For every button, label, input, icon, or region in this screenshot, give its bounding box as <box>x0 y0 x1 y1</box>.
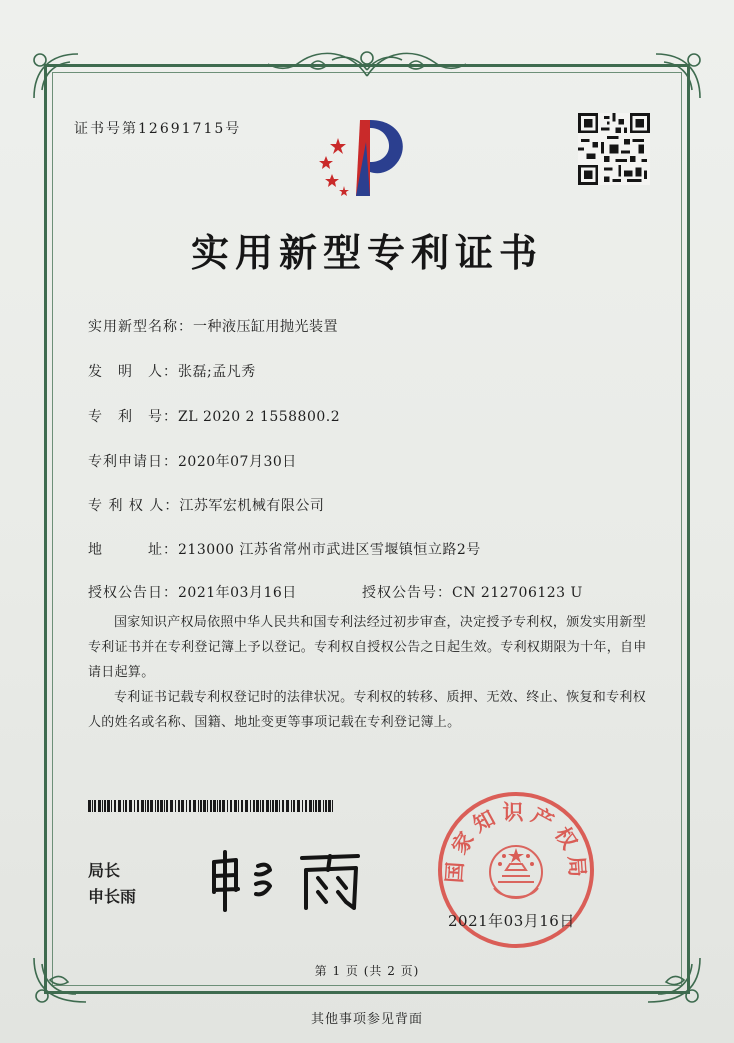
field-value: 张磊;孟凡秀 <box>178 364 256 380</box>
seal-text: 国家知识产权局 <box>442 800 590 884</box>
field-label: 地 址： <box>88 542 178 558</box>
field-address <box>88 539 481 559</box>
director-signature <box>206 848 376 918</box>
corner-ornament-top-left <box>26 46 86 106</box>
corner-ornament-bottom-left <box>26 950 96 1010</box>
field-patent-number <box>88 406 340 426</box>
corner-ornament-bottom-right <box>638 950 708 1010</box>
field-value: 一种液压缸用抛光装置 <box>193 319 338 335</box>
field-filing-date <box>88 451 297 471</box>
field-value: ZL 2020 2 1558800.2 <box>178 409 341 425</box>
grant-statement-paragraph: 国家知识产权局依照中华人民共和国专利法经过初步审查，决定授予专利权，颁发实用新型专利证书并在专利登记簿上予以登记。专利权自授权公告之日起生效。专利权期限为十年，自申请日起算。 <box>88 615 647 680</box>
field-value: 2021年03月16日 <box>178 585 297 601</box>
field-label: 专 利 号： <box>88 409 178 425</box>
back-note: 其他事项参见背面 <box>310 1012 423 1027</box>
field-value: CN 212706123 U <box>452 585 583 601</box>
certificate-title: 实用新型专利证书 <box>190 230 543 275</box>
qr-code <box>578 113 650 185</box>
legal-status-paragraph: 专利证书记载专利权登记时的法律状况。专利权的转移、质押、无效、终止、恢复和专利权人的姓名或名称、国籍、地址变更等事项记载在专利登记簿上。 <box>88 690 647 730</box>
field-inventor <box>88 361 256 381</box>
field-label: 授权公告号： <box>362 585 452 601</box>
top-ornament <box>260 40 474 84</box>
director-name: 申长雨 <box>88 887 137 906</box>
cnipa-logo-icon <box>300 112 420 202</box>
field-label: 专利申请日： <box>88 454 178 470</box>
field-label: 授权公告日： <box>88 585 178 601</box>
field-label: 实用新型名称： <box>88 319 193 335</box>
seal-date: 2021年03月16日 <box>448 912 575 930</box>
field-announcement-date <box>88 582 297 602</box>
director-title: 局长 <box>88 861 121 880</box>
field-value: 江苏军宏机械有限公司 <box>179 498 325 514</box>
field-label: 发 明 人： <box>88 364 178 380</box>
field-value: 2020年07月30日 <box>178 454 297 470</box>
certificate-number: 证书号第12691715号 <box>74 121 242 137</box>
field-announcement-number <box>362 582 583 602</box>
barcode <box>88 800 336 812</box>
page-indicator: 第 1 页 (共 2 页) <box>314 964 420 978</box>
corner-ornament-top-right <box>648 46 708 106</box>
field-patentee <box>88 495 324 515</box>
field-utility-model-name <box>88 316 338 336</box>
field-value: 213000 江苏省常州市武进区雪堰镇恒立路2号 <box>178 542 481 558</box>
field-label: 专 利 权 人： <box>88 498 180 514</box>
